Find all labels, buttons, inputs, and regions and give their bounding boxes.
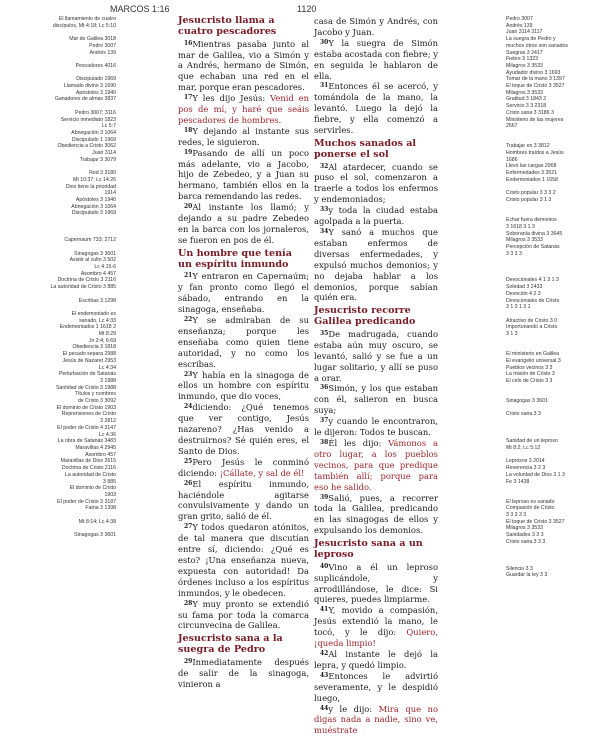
- cross-reference-line: [506, 559, 600, 566]
- cross-reference-line: Dios tiene la prioridad: [65, 183, 116, 190]
- cross-reference-line: Reprensiones de Cristo: [61, 411, 116, 418]
- cross-reference-line: Lc 5:7: [101, 123, 116, 130]
- cross-reference-line: Fiebre 3 1323: [506, 56, 539, 63]
- cross-reference-line: [4, 304, 116, 311]
- cross-reference-line: Fe 3 1438: [506, 478, 530, 485]
- verse: $^{34}$Y sanó a muchos que estaban enfermos de diversas enfermedades, y expulsó muchos demonios; y no dejaba hablar a los demonios, porque sabían quién era.: [314, 227, 438, 303]
- section-heading: Jesucristo sana a la suegra de Pedro: [178, 633, 283, 656]
- chapter-reference: MARCOS 1:16: [110, 4, 170, 14]
- cross-reference-line: Mt 8:29: [98, 331, 116, 338]
- cross-reference-line: Enfermedades 3 3521: [506, 170, 558, 177]
- cross-reference-line: Cristo sana 3 3186 3: [506, 109, 554, 116]
- cross-reference-line: [506, 492, 600, 499]
- cross-reference-line: Atractivo de Cristo 3 0: [506, 317, 558, 324]
- cross-reference-line: Red 3 3180: [89, 170, 116, 177]
- cross-reference-line: Mt 8:14; Lc 4:38: [78, 518, 116, 525]
- section-heading: Jesucristo sana a un leproso: [314, 538, 423, 560]
- cross-reference-line: El endemoniado es: [71, 310, 116, 317]
- cross-reference-line: [4, 291, 116, 298]
- cross-reference-line: Devoción 4 2 3: [506, 290, 541, 297]
- cross-reference-line: La autoridad de Cristo: [64, 471, 116, 478]
- verse: $^{42}$Al instante le dejó la lepra, y quedó limpio.: [314, 649, 438, 670]
- words-of-jesus: Vámonos a otro lugar, a los pueblos vecinos, para que predique también allí; porque para eso he salido.: [314, 438, 438, 492]
- verse: $^{35}$De madrugada, cuando estaba aún muy oscuro, se levantó, salió y se fue a un lugar solitario, y allí se puso a orar.: [314, 328, 438, 383]
- words-of-jesus: Quiero, ¡queda limpio!: [314, 627, 438, 649]
- words-of-jesus: ¡Cállate, y sal de él!: [219, 467, 305, 478]
- verse: $^{25}$Pero Jesús le conminó diciendo: ¡Cállate, y sal de él!: [178, 456, 309, 478]
- cross-reference-line: Discipulado 1969: [76, 76, 116, 83]
- cross-reference-line: Sinagogas 3 3601: [74, 532, 116, 539]
- section-heading: Jesucristo llama a cuatro pescadores: [178, 15, 277, 37]
- cross-reference-line: Cristo popular 3 3 3 2: [506, 190, 556, 197]
- cross-reference-line: La voluntad de Dios 3 1 3: [506, 471, 565, 478]
- cross-reference-line: [506, 184, 600, 191]
- verse: $^{17}$Y les dijo Jesús: Venid en pos de mí, y haré que seáis pescadores de hombres.: [178, 93, 309, 125]
- cross-reference-line: de Cristo 3 3092: [77, 398, 116, 405]
- cross-reference-line: Reverencia 3 2 3: [506, 465, 546, 472]
- cross-reference-line: Leprosos 3 2014: [506, 458, 545, 465]
- cross-reference-line: Apóstoles 3 1940: [75, 196, 116, 203]
- cross-reference-line: [4, 512, 116, 519]
- cross-reference-line: 3 1 3 1 3 1: [506, 304, 531, 311]
- verse: $^{16}$Mientras pasaba junto al mar de Galilea, vio a Simón y a Andrés, hermano de Simón, que echaban una red en el mar, porque eran pescadores.: [178, 38, 309, 93]
- cross-reference-line: Suegras 3 2417: [506, 49, 543, 56]
- cross-reference-line: Asombro 457: [85, 451, 116, 458]
- cross-reference-line: [4, 231, 116, 238]
- cross-reference-line: [506, 311, 600, 318]
- cross-reference-line: Doctrina de Cristo 2116: [61, 465, 116, 472]
- cross-reference-line: El celo de Cristo 3 3: [506, 377, 553, 384]
- cross-reference-line: Pescadores 4016: [75, 62, 116, 69]
- section-heading: Muchos sanados al ponerse el sol: [314, 137, 417, 160]
- cross-reference-line: 3 1988: [100, 377, 116, 384]
- cross-reference-line: Sinagogas 3 3601: [506, 398, 548, 405]
- cross-reference-line: Compasión de Cristo: [506, 505, 555, 512]
- cross-reference-line: [4, 217, 116, 224]
- cross-reference-line: El dominio de Cristo: [69, 485, 116, 492]
- cross-reference-line: 3 3 3 3: [506, 250, 522, 257]
- cross-reference-line: Echar fuera demonios: [506, 217, 557, 224]
- cross-reference-line: Llevó las cargas 2968: [506, 163, 557, 170]
- verse: $^{19}$Pasando de allí un poco más adelante, vio a Jacobo, hijo de Zebedeo, y a Juan su hermano, también ellos en la barca remendando las redes.: [178, 147, 309, 202]
- section-heading: Jesucristo recorre Galilea predicando: [314, 305, 416, 328]
- verse: $^{18}$Y dejando al instante sus redes, le siguieron.: [178, 125, 309, 147]
- verse: $^{31}$Entonces él se acercó, y tomándola de la mano, la levantó. Luego la dejó la fiebre, y ella comenzó a servirles.: [314, 81, 438, 136]
- cross-reference-line: [4, 525, 116, 532]
- verse: $^{37}$y cuando le encontraron, le dijeron: Todos te buscan.: [314, 416, 438, 438]
- cross-reference-line: Guardar la ley 3 3: [506, 572, 548, 579]
- cross-reference-line: Sinagogas 3 3601: [74, 250, 116, 257]
- cross-reference-line: Mt 8:2; Lc 5:12: [506, 445, 541, 451]
- text-column-right: [314, 16, 438, 736]
- cross-reference-line: [506, 452, 600, 459]
- cross-reference-line: [506, 338, 600, 345]
- cross-reference-line: 2667: [506, 123, 518, 130]
- cross-reference-line: 1686: [506, 156, 518, 163]
- cross-reference-line: [506, 264, 600, 271]
- cross-reference-line: Mt 10:37; Lc 14:26: [73, 176, 116, 183]
- cross-reference-line: Fama 3 1398: [85, 505, 116, 512]
- verse: $^{20}$Al instante los llamó; y dejando a su padre Zebedeo en la barca con los jornaleros, se fueron en pos de él.: [178, 202, 309, 245]
- cross-reference-line: Pedro 3007: [89, 42, 116, 49]
- verse: $^{26}$El espíritu inmundo, haciéndole agitarse convulsivamente y dando un gran grito, salió de él.: [178, 478, 309, 522]
- cross-reference-line: 3 885: [103, 478, 116, 485]
- cross-reference-line: [506, 210, 600, 217]
- cross-reference-line: 1914: [104, 190, 116, 197]
- cross-reference-line: Silencio 3 3: [506, 565, 533, 572]
- section-heading: Un hombre que tenía un espíritu inmundo: [178, 247, 292, 270]
- cross-reference-line: [506, 546, 600, 553]
- cross-reference-line: Llamado divino 3 1690: [63, 83, 116, 90]
- cross-reference-line: Lc 4:15-6: [94, 264, 116, 271]
- cross-reference-line: Hombres traídos a Jesús: [506, 150, 564, 157]
- verse: $^{22}$Y se admiraban de su enseñanza; porque les enseñaba como quien tiene autoridad, y no como los escribas.: [178, 315, 309, 369]
- cross-reference-line: El poder de Cristo 4 3147: [57, 424, 116, 431]
- cross-reference-line: Trabajar 3 3079: [79, 156, 116, 163]
- cross-reference-line: Títulos y nombres: [74, 391, 116, 398]
- cross-reference-line: [506, 391, 600, 398]
- cross-reference-line: Asombro 4 457: [80, 270, 116, 277]
- cross-reference-line: Ministerio de las mujeres: [506, 116, 564, 123]
- cross-reference-line: El toque de Cristo 3 3527: [506, 83, 565, 90]
- cross-reference-line: Devocionales 4 1 3 1 3: [506, 277, 559, 284]
- cross-reference-line: Soledad 3 2433: [506, 284, 543, 291]
- cross-reference-line: Perturbación de Satanás: [58, 371, 116, 378]
- cross-reference-line: Lc 4:36: [98, 431, 116, 438]
- cross-reference-line: Milagros 3 3533: [506, 62, 543, 69]
- left-cross-reference-margin: [4, 16, 116, 539]
- verse: $^{40}$Vino a él un leproso suplicándole, y arrodillándose, le dice: Si quieres, puedes limpiarme.: [314, 561, 438, 605]
- cross-reference-line: Discipulado 3 1969: [71, 210, 116, 217]
- cross-reference-line: Cristo sana 3 3: [506, 411, 541, 418]
- verse: $^{23}$Y había en la sinagoga de ellos un hombre con espíritu inmundo, que dio voces,: [178, 369, 309, 402]
- cross-reference-line: [506, 432, 600, 439]
- cross-reference-line: Andrés 139: [506, 22, 533, 29]
- cross-reference-line: Obediencia a Cristo 3062: [57, 143, 116, 150]
- cross-reference-line: [4, 163, 116, 170]
- words-of-jesus: Venid en pos de mí, y haré que seáis pescadores de hombres.: [178, 93, 309, 125]
- cross-reference-line: [506, 130, 600, 137]
- cross-reference-line: [506, 257, 600, 264]
- verse: $^{38}$Él les dijo: Vámonos a otro lugar, a los pueblos vecinos, para que predique también allí; porque para eso he salido.: [314, 438, 438, 492]
- verse: $^{24}$diciendo: ¿Qué tenemos que ver contigo, Jesús nazareno? ¿Has venido a destruirnos? Sé quién eres, el Santo de Dios.: [178, 402, 309, 456]
- cross-reference-line: Andrés 139: [89, 49, 116, 56]
- verse: $^{41}$Y, movido a compasión, Jesús extendió la mano, le tocó, y le dijo: Quiero, ¡queda limpio!: [314, 605, 438, 649]
- cross-reference-line: La misión de Cristo 3: [506, 371, 555, 378]
- cross-reference-line: Juan 3114: [92, 150, 116, 157]
- verse: $^{36}$Simón, y los que estaban con él, salieron en busca suya;: [314, 383, 438, 416]
- cross-reference-line: Santidad de Cristo 3 1988: [56, 384, 116, 391]
- cross-reference-line: El toque de Cristo 3 3527: [506, 518, 565, 525]
- cross-reference-line: Pedro 3007: [506, 16, 533, 22]
- cross-reference-line: Endemoniados 1 1658: [506, 176, 558, 183]
- cross-reference-line: Juan 3114 3117: [506, 29, 543, 36]
- verse: $^{33}$y toda la ciudad estaba agolpada a la puerta.: [314, 205, 438, 227]
- cross-reference-line: Doctrina de Cristo 3 2116: [57, 277, 116, 284]
- cross-reference-line: Maravillas de Dios 2615: [60, 458, 116, 465]
- cross-reference-line: Milagros 3 3533: [506, 525, 543, 532]
- cross-reference-line: Pedro 3007; 3116: [75, 109, 116, 116]
- cross-reference-line: [506, 344, 600, 351]
- cross-reference-line: [4, 224, 116, 231]
- cross-reference-line: [506, 485, 600, 492]
- cross-reference-line: Cristo sana 3 3 3: [506, 538, 546, 545]
- cross-reference-line: La suegra de Pedro y: [506, 36, 556, 43]
- cross-reference-line: Escribas 3 1298: [78, 297, 116, 304]
- cross-reference-line: [506, 137, 600, 144]
- cross-reference-line: El leproso es sanado: [506, 498, 555, 505]
- cross-reference-line: Percepción de Satanás: [506, 243, 560, 250]
- cross-reference-line: Milagros 3 3533: [506, 237, 543, 244]
- cross-reference-line: Cristo popular 3 1 3: [506, 196, 552, 203]
- cross-reference-line: Abnegación 3 1064: [71, 129, 116, 136]
- cross-reference-line: El evangelio universal 3: [506, 357, 561, 364]
- cross-reference-line: [4, 70, 116, 77]
- cross-reference-line: El dominio de Cristo 1903: [56, 404, 116, 411]
- cross-reference-line: Soberanía divina 3 3645: [506, 230, 563, 237]
- cross-reference-line: Jesús de Nazaret 2953: [62, 357, 116, 364]
- verse: $^{21}$Y entraron en Capernaúm; y fan pronto como llegó el sábado, entrando en la sinagoga, enseñaba.: [178, 271, 309, 315]
- cross-reference-line: Sanidades 3 3 3: [506, 532, 544, 539]
- cross-reference-line: [506, 271, 600, 278]
- cross-reference-line: El pecado separa 2988: [62, 351, 116, 358]
- cross-reference-line: Tomar de la mano 3 1397: [506, 76, 565, 83]
- cross-reference-line: Jn 2:4; 6:69: [88, 337, 116, 344]
- cross-reference-line: Devocionales de Cristo: [506, 297, 560, 304]
- cross-reference-line: Trabajar en 3 3812: [506, 143, 550, 150]
- cross-reference-line: [4, 103, 116, 110]
- verse: $^{39}$Salió, pues, a recorrer toda la Galilea, predicando en las sinagogas de ellos y expulsando los demonios.: [314, 492, 438, 536]
- cross-reference-line: discípulos, Mt 4:18; Lc 5:10: [52, 22, 116, 29]
- verse: $^{27}$Y todos quedaron atónitos, de tal manera que discutían entre sí, diciendo: ¿Qué es esto? ¡Una enseñanza nueva, expuesta con autoridad! Da órdenes incluso a los espíritus inmundos, y le obedecen.: [178, 522, 309, 598]
- cross-reference-line: 3 2812: [100, 418, 116, 425]
- cross-reference-line: Ayudador divino 3 1693: [506, 69, 561, 76]
- verse: $^{32}$Al atardecer, cuando se puso el sol, comenzaron a traerle a todos los enfermos y endemoniados;: [314, 161, 438, 205]
- cross-reference-line: [506, 385, 600, 392]
- verse: $^{28}$Y muy pronto se extendió su fama por toda la comarca circunvecina de Galilea.: [178, 598, 309, 631]
- cross-reference-line: [4, 29, 116, 36]
- cross-reference-line: Discipulado 1 1969: [71, 136, 116, 143]
- cross-reference-line: Endemoniados 1 1618 2: [59, 324, 116, 331]
- cross-reference-line: Maravillas 4 2945: [75, 445, 116, 451]
- cross-reference-line: Servicio inmediato 1823: [60, 116, 116, 123]
- cross-reference-line: [4, 56, 116, 63]
- cross-reference-line: La autoridad de Cristo 3 885: [50, 284, 116, 291]
- cross-reference-line: Lc 4:34: [98, 364, 116, 371]
- cross-reference-line: Sanidad de un leproso: [506, 438, 558, 445]
- cross-reference-line: [506, 425, 600, 432]
- cross-reference-line: La obra de Satanás 3483: [57, 438, 116, 445]
- cross-reference-line: [506, 418, 600, 425]
- cross-reference-line: Servicio 3 3 2318: [506, 103, 547, 110]
- cross-reference-line: 3 1 3: [506, 331, 518, 338]
- cross-reference-line: Importunando a Cristo: [506, 324, 558, 331]
- cross-reference-line: [506, 405, 600, 412]
- cross-reference-line: Abnegación 3 1064: [71, 203, 116, 210]
- cross-reference-line: 3 3 3 3 3: [506, 512, 527, 519]
- cross-reference-line: Mar de Galilea 3018: [69, 36, 116, 43]
- cross-reference-line: Gratitud 3 1843 2: [506, 96, 547, 103]
- cross-reference-line: 1903: [104, 491, 116, 498]
- verse-continuation: casa de Simón y Andrés, con Jacobo y Juan.: [314, 16, 438, 37]
- cross-reference-line: [4, 244, 116, 251]
- cross-reference-line: El llamamiento de cuatro: [58, 16, 116, 22]
- text-column-left: [178, 16, 309, 690]
- cross-reference-line: Asistir al culto 3 502: [69, 257, 116, 264]
- verse: $^{30}$Y la suegra de Simón estaba acostada con fiebre; y en seguida le hablaron de ella.: [314, 37, 438, 81]
- cross-reference-line: Pueblos vecinos 3 3: [506, 364, 553, 371]
- cross-reference-line: El ministerio en Galilea: [506, 351, 560, 358]
- verse: $^{29}$Inmediatamente después de salir de la sinagoga, vinieron a: [178, 656, 309, 689]
- cross-reference-line: Ganadores de almas 3837: [54, 96, 116, 103]
- cross-reference-line: [506, 552, 600, 559]
- cross-reference-line: sanado, Lc 4:33: [79, 317, 116, 324]
- cross-reference-line: muchos otros son sanados: [506, 42, 568, 49]
- right-cross-reference-margin: [506, 16, 600, 579]
- page-number: 1120: [297, 4, 317, 14]
- cross-reference-line: El poder de Cristo 3 3187: [57, 498, 116, 505]
- verse: $^{43}$Entonces le advirtió severamente, y le despidió luego,: [314, 670, 438, 703]
- cross-reference-line: Obediencia 3 1818: [72, 344, 116, 351]
- cross-reference-line: Milagros 3 3533: [506, 89, 543, 96]
- verse: $^{44}$y le dijo: Mira que no digas nada a nadie, sino ve, muéstrate: [314, 703, 438, 736]
- words-of-jesus: Mira que no digas nada a nadie, sino ve, muéstrate: [314, 703, 438, 736]
- cross-reference-line: Apóstoles 3 1940: [75, 89, 116, 96]
- cross-reference-line: Capernaum 733; 2712: [64, 237, 116, 244]
- cross-reference-line: [506, 204, 600, 211]
- cross-reference-line: 3 1618 3 1 3: [506, 223, 535, 230]
